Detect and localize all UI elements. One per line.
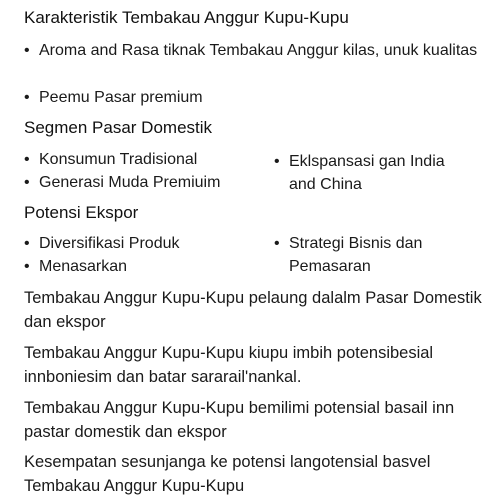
bullet-text: Diversifikasi Produk xyxy=(39,235,180,252)
bullet-item xyxy=(24,39,484,62)
bullet-dot: • xyxy=(274,235,280,252)
bullet-item xyxy=(24,86,484,109)
bullet-item xyxy=(24,171,259,194)
bullet-text: Menasarkan xyxy=(39,258,128,275)
bullet-dot: • xyxy=(24,42,30,59)
heading-potensi-ekspor: Potensi Ekspor xyxy=(24,203,139,222)
bullet-dot: • xyxy=(24,89,30,106)
bullet-text: Peemu Pasar premium xyxy=(39,89,203,106)
bullet-item xyxy=(24,255,259,278)
bullet-dot: • xyxy=(24,235,30,252)
bullet-text: Eklspansasi gan India and China xyxy=(289,153,445,193)
bullet-item xyxy=(274,150,474,196)
bullet-text: Generasi Muda Premiuim xyxy=(39,174,221,191)
heading-segmen-pasar: Segmen Pasar Domestik xyxy=(24,118,213,137)
bullet-text: Strategi Bisnis dan Pemasaran xyxy=(289,235,423,275)
bullet-dot: • xyxy=(274,153,280,170)
paragraph: Tembakau Anggur Kupu-Kupu pelaung dalalm Pasar Domestik dan ekspor xyxy=(24,289,482,331)
paragraph: Tembakau Anggur Kupu-Kupu kiupu imbih potensibesial innboniesim dan batar sararail'nankal. xyxy=(24,344,434,386)
paragraph: Kesempatan sesunjanga ke potensi langotensial basvel Tembakau Anggur Kupu-Kupu xyxy=(24,453,431,495)
bullet-dot: • xyxy=(24,258,30,275)
paragraph: Tembakau Anggur Kupu-Kupu bemilimi potensial basail inn pastar domestik dan ekspor xyxy=(24,399,455,441)
bullet-item xyxy=(24,232,259,255)
bullet-text: Aroma and Rasa tiknak Tembakau Anggur kilas, unuk kualitas xyxy=(39,42,478,59)
bullet-dot: • xyxy=(24,174,30,191)
bullet-text: Konsumun Tradisional xyxy=(39,151,198,168)
bullet-dot: • xyxy=(24,151,30,168)
heading-karakteristik: Karakteristik Tembakau Anggur Kupu-Kupu xyxy=(24,8,349,27)
bullet-item xyxy=(274,232,474,278)
bullet-item xyxy=(24,148,259,171)
